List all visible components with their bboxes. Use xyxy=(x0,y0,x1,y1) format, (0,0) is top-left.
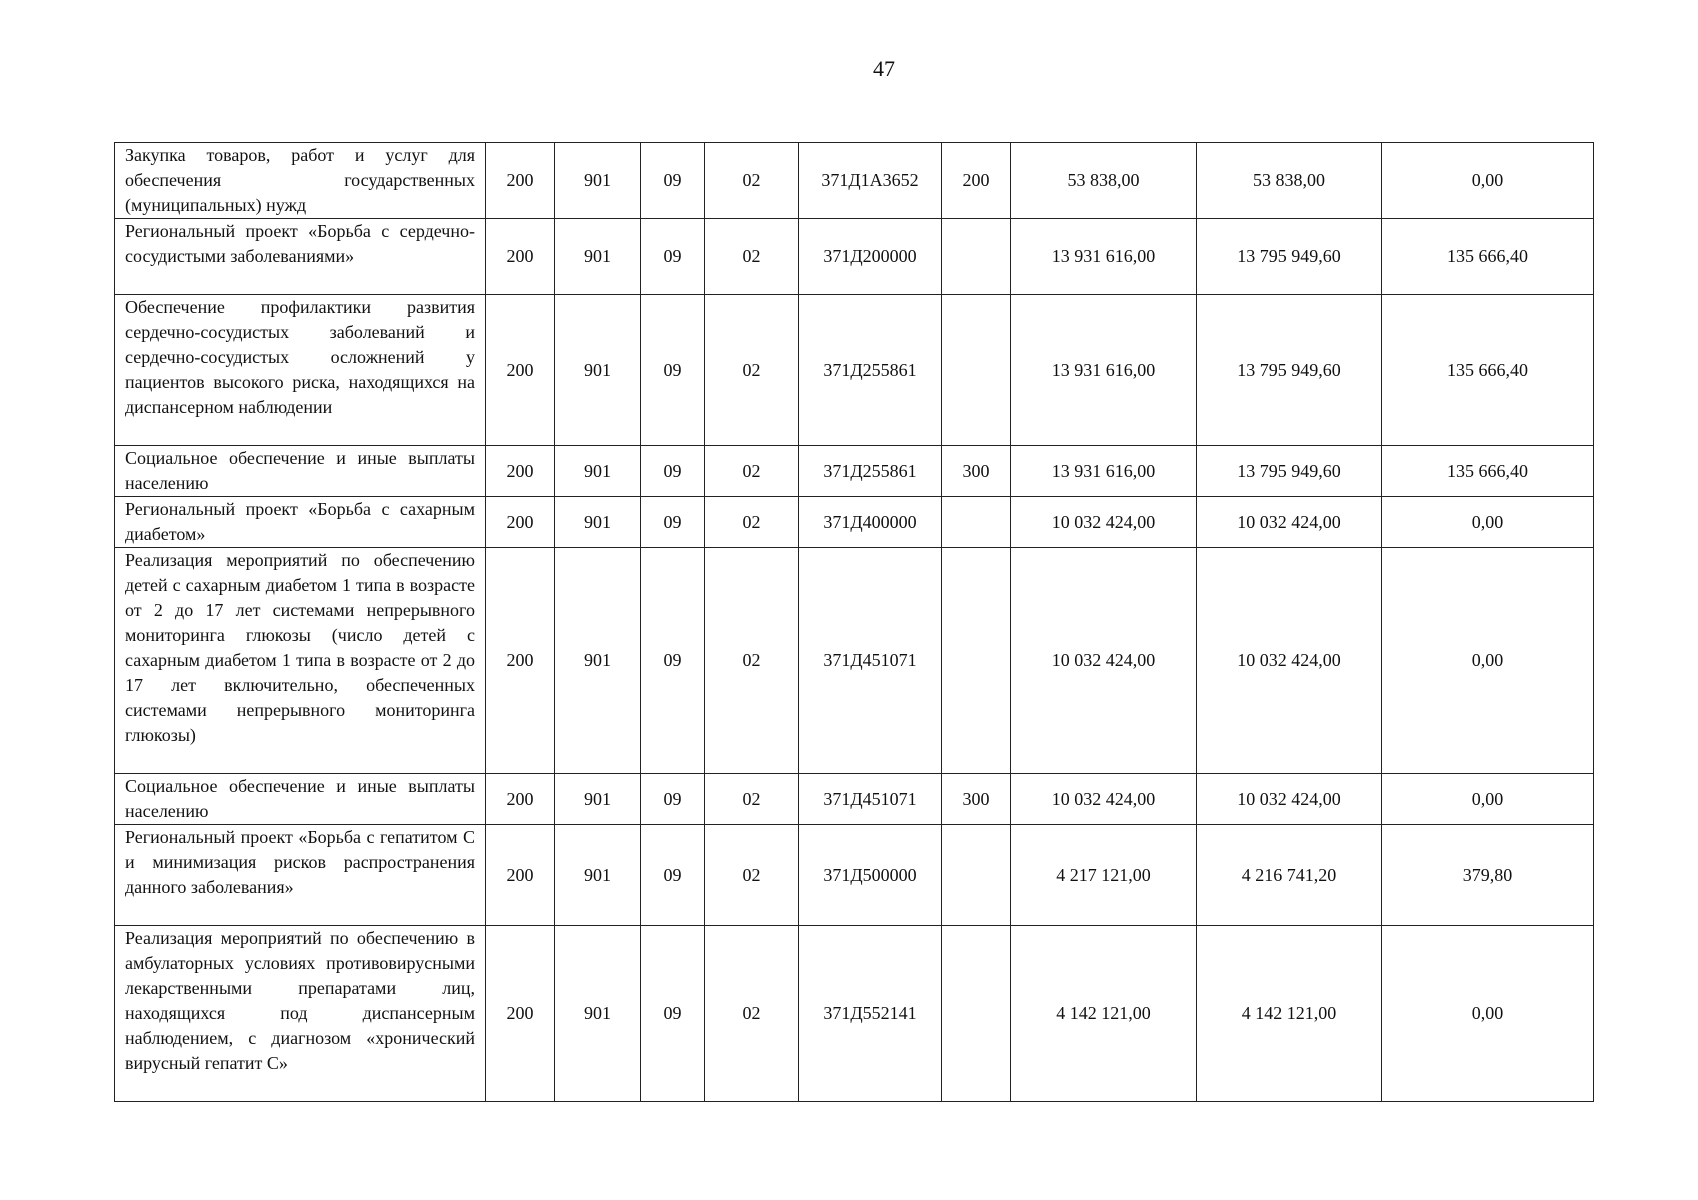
code-cell: 200 xyxy=(486,774,555,825)
code-cell: 09 xyxy=(641,774,705,825)
amount-cell: 13 931 616,00 xyxy=(1011,219,1197,295)
code-cell: 901 xyxy=(555,143,641,219)
budget-table xyxy=(114,142,1594,1102)
code-cell: 371Д1А3652 xyxy=(799,143,942,219)
table-row xyxy=(115,548,1594,774)
row-name: Обеспечение профилактики развития сердечно-сосудистых заболеваний и сердечно-сосудистых осложнений у пациентов высокого риска, находящихся на диспансерном наблюдении xyxy=(115,295,486,446)
code-cell xyxy=(942,825,1011,926)
amount-cell: 0,00 xyxy=(1382,497,1594,548)
amount-cell: 53 838,00 xyxy=(1011,143,1197,219)
code-cell: 02 xyxy=(705,219,799,295)
code-cell: 901 xyxy=(555,926,641,1102)
code-cell: 901 xyxy=(555,774,641,825)
amount-cell: 13 795 949,60 xyxy=(1197,219,1382,295)
table-row xyxy=(115,295,1594,446)
table-body xyxy=(115,143,1594,1102)
amount-cell: 10 032 424,00 xyxy=(1011,774,1197,825)
row-name: Социальное обеспечение и иные выплаты населению xyxy=(115,774,486,825)
amount-cell: 4 216 741,20 xyxy=(1197,825,1382,926)
code-cell: 371Д552141 xyxy=(799,926,942,1102)
row-name: Реализация мероприятий по обеспечению в амбулаторных условиях противовирусными лекарственными препаратами лиц, находящихся под диспансерным наблюдением, с диагнозом «хронический вирусный гепатит С» xyxy=(115,926,486,1102)
code-cell: 200 xyxy=(486,497,555,548)
code-cell: 02 xyxy=(705,143,799,219)
table-row xyxy=(115,825,1594,926)
table-row xyxy=(115,774,1594,825)
table-row xyxy=(115,926,1594,1102)
amount-cell: 10 032 424,00 xyxy=(1197,497,1382,548)
table-row xyxy=(115,497,1594,548)
code-cell: 371Д255861 xyxy=(799,295,942,446)
code-cell: 09 xyxy=(641,926,705,1102)
code-cell: 901 xyxy=(555,219,641,295)
amount-cell: 10 032 424,00 xyxy=(1197,774,1382,825)
code-cell: 02 xyxy=(705,295,799,446)
code-cell: 200 xyxy=(486,446,555,497)
row-name: Реализация мероприятий по обеспечению детей с сахарным диабетом 1 типа в возрасте от 2 до 17 лет системами непрерывного мониторинга глюкозы (число детей с сахарным диабетом 1 типа в возрасте от 2 до 17 лет включительно, обеспеченных системами непрерывного мониторинга глюкозы) xyxy=(115,548,486,774)
code-cell: 02 xyxy=(705,774,799,825)
amount-cell: 10 032 424,00 xyxy=(1011,497,1197,548)
row-name: Региональный проект «Борьба с сахарным диабетом» xyxy=(115,497,486,548)
table-row xyxy=(115,143,1594,219)
row-name: Региональный проект «Борьба с сердечно-сосудистыми заболеваниями» xyxy=(115,219,486,295)
table-row xyxy=(115,446,1594,497)
code-cell: 371Д451071 xyxy=(799,548,942,774)
code-cell xyxy=(942,497,1011,548)
row-name: Закупка товаров, работ и услуг для обеспечения государственных (муниципальных) нужд xyxy=(115,143,486,219)
code-cell: 200 xyxy=(486,143,555,219)
row-name: Региональный проект «Борьба с гепатитом С и минимизация рисков распространения данного заболевания» xyxy=(115,825,486,926)
amount-cell: 53 838,00 xyxy=(1197,143,1382,219)
amount-cell: 13 795 949,60 xyxy=(1197,295,1382,446)
code-cell: 371Д255861 xyxy=(799,446,942,497)
code-cell: 300 xyxy=(942,446,1011,497)
code-cell: 09 xyxy=(641,219,705,295)
code-cell: 200 xyxy=(486,295,555,446)
code-cell: 901 xyxy=(555,497,641,548)
code-cell: 02 xyxy=(705,926,799,1102)
amount-cell: 0,00 xyxy=(1382,548,1594,774)
code-cell: 09 xyxy=(641,143,705,219)
row-name: Социальное обеспечение и иные выплаты населению xyxy=(115,446,486,497)
code-cell: 02 xyxy=(705,497,799,548)
code-cell xyxy=(942,219,1011,295)
amount-cell: 13 795 949,60 xyxy=(1197,446,1382,497)
code-cell: 02 xyxy=(705,825,799,926)
amount-cell: 0,00 xyxy=(1382,774,1594,825)
page-number: 47 xyxy=(873,56,895,81)
code-cell xyxy=(942,926,1011,1102)
code-cell: 09 xyxy=(641,497,705,548)
code-cell: 371Д500000 xyxy=(799,825,942,926)
code-cell: 200 xyxy=(486,926,555,1102)
amount-cell: 10 032 424,00 xyxy=(1011,548,1197,774)
code-cell: 09 xyxy=(641,548,705,774)
amount-cell: 0,00 xyxy=(1382,143,1594,219)
code-cell: 371Д200000 xyxy=(799,219,942,295)
code-cell: 200 xyxy=(486,825,555,926)
code-cell: 371Д400000 xyxy=(799,497,942,548)
code-cell: 901 xyxy=(555,548,641,774)
code-cell: 901 xyxy=(555,825,641,926)
code-cell: 200 xyxy=(486,219,555,295)
amount-cell: 4 142 121,00 xyxy=(1197,926,1382,1102)
amount-cell: 4 217 121,00 xyxy=(1011,825,1197,926)
amount-cell: 13 931 616,00 xyxy=(1011,295,1197,446)
code-cell: 09 xyxy=(641,825,705,926)
code-cell: 02 xyxy=(705,548,799,774)
code-cell xyxy=(942,295,1011,446)
amount-cell: 135 666,40 xyxy=(1382,446,1594,497)
amount-cell: 135 666,40 xyxy=(1382,295,1594,446)
amount-cell: 135 666,40 xyxy=(1382,219,1594,295)
code-cell: 300 xyxy=(942,774,1011,825)
amount-cell: 13 931 616,00 xyxy=(1011,446,1197,497)
code-cell: 901 xyxy=(555,446,641,497)
code-cell xyxy=(942,548,1011,774)
amount-cell: 379,80 xyxy=(1382,825,1594,926)
code-cell: 09 xyxy=(641,295,705,446)
code-cell: 02 xyxy=(705,446,799,497)
code-cell: 371Д451071 xyxy=(799,774,942,825)
amount-cell: 10 032 424,00 xyxy=(1197,548,1382,774)
amount-cell: 4 142 121,00 xyxy=(1011,926,1197,1102)
table-row xyxy=(115,219,1594,295)
code-cell: 200 xyxy=(942,143,1011,219)
code-cell: 09 xyxy=(641,446,705,497)
amount-cell: 0,00 xyxy=(1382,926,1594,1102)
code-cell: 200 xyxy=(486,548,555,774)
code-cell: 901 xyxy=(555,295,641,446)
